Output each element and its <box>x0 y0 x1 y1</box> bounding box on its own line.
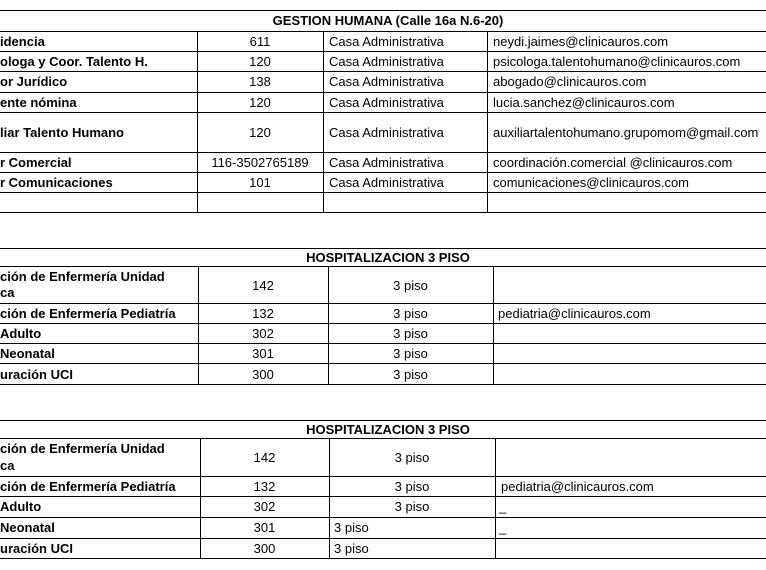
table-cell-name: Neonatal <box>0 346 55 361</box>
table-cell-location: 3 piso <box>334 541 369 556</box>
table-border <box>0 303 766 304</box>
table-cell-name: liar Talento Humano <box>0 125 124 140</box>
table-border <box>0 10 766 11</box>
table-cell-ext: 120 <box>249 125 271 140</box>
table-cell-location: Casa Administrativa <box>329 74 444 89</box>
table-cell-location: Casa Administrativa <box>329 155 444 170</box>
table-cell-ext: 300 <box>253 541 276 556</box>
table-cell-email: comunicaciones@clinicauros.com <box>493 175 689 190</box>
table-cell-email: lucia.sanchez@clinicauros.com <box>493 95 675 110</box>
table-cell-location: 3 piso <box>394 499 430 514</box>
table-cell-location: Casa Administrativa <box>329 175 444 190</box>
table-cell-name: Adulto <box>0 499 42 514</box>
table-cell-name: ente nómina <box>0 95 77 110</box>
table-border <box>0 538 766 539</box>
table-cell-name: ción de Enfermería Pediatría <box>0 479 176 494</box>
table-cell-name: Neonatal <box>0 520 55 535</box>
table-cell-email: pediatria@clinicauros.com <box>498 306 651 321</box>
table-cell-location: 3 piso <box>393 346 428 361</box>
table-border <box>0 558 766 559</box>
table-cell-ext: 302 <box>252 326 274 341</box>
table-cell-email: psicologa.talentohumano@clinicauros.com <box>493 54 741 69</box>
table-cell-name: Adulto <box>0 326 42 341</box>
table-border <box>0 31 766 32</box>
table-border <box>0 496 766 497</box>
table-cell-name: ción de Enfermería Pediatría <box>0 306 176 321</box>
table-cell-ext: 132 <box>253 479 276 494</box>
table-border <box>487 31 488 213</box>
table-cell-location: 3 piso <box>393 306 428 321</box>
table-cell-name: uración UCI <box>0 541 73 556</box>
table-cell-ext: 116-3502765189 <box>211 155 309 170</box>
table-border <box>0 343 766 344</box>
table-cell-ext: 301 <box>253 520 276 535</box>
table-cell-email: abogado@clinicauros.com <box>493 74 647 89</box>
table-cell-location: Casa Administrativa <box>329 34 444 49</box>
table-cell-name: ca <box>0 285 15 300</box>
table-cell-name: r Comunicaciones <box>0 175 113 190</box>
table-cell-location: Casa Administrativa <box>329 125 444 140</box>
table-cell-location: Casa Administrativa <box>329 95 444 110</box>
table-border <box>0 212 766 213</box>
table-cell-name: ca <box>0 458 15 473</box>
table-cell-name: uración UCI <box>0 367 73 382</box>
table-cell-ext: 120 <box>249 95 271 110</box>
table-border <box>0 248 766 249</box>
table-border <box>495 438 496 559</box>
table-border <box>0 71 766 72</box>
table-cell-name: ción de Enfermería Unidad <box>0 269 165 284</box>
table-cell-email: _ <box>499 520 507 535</box>
table-cell-ext: 142 <box>253 450 276 465</box>
table-cell-ext: 138 <box>249 74 271 89</box>
table-border <box>0 192 766 193</box>
table-border <box>0 266 766 267</box>
table-cell-ext: 301 <box>252 346 274 361</box>
table-cell-location: Casa Administrativa <box>329 54 444 69</box>
table-border <box>0 420 766 421</box>
section-title: GESTION HUMANA (Calle 16a N.6-20) <box>272 13 504 28</box>
table-cell-location: 3 piso <box>394 450 430 465</box>
table-cell-name: or Jurídico <box>0 74 68 89</box>
table-border <box>0 92 766 93</box>
table-cell-ext: 101 <box>249 175 271 190</box>
table-cell-email: pediatria@clinicauros.com <box>501 479 654 494</box>
table-border <box>0 438 766 439</box>
table-border <box>0 172 766 173</box>
table-border <box>0 112 766 113</box>
table-cell-email: neydi.jaimes@clinicauros.com <box>493 34 669 49</box>
table-cell-ext: 142 <box>252 278 274 293</box>
section-title: HOSPITALIZACION 3 PISO <box>306 422 470 437</box>
table-border <box>0 517 766 518</box>
table-cell-location: 3 piso <box>393 367 428 382</box>
table-border <box>0 476 766 477</box>
table-cell-name: idencia <box>0 34 45 49</box>
table-border <box>0 384 766 385</box>
table-cell-ext: 300 <box>252 367 274 382</box>
table-border <box>0 51 766 52</box>
section-title: HOSPITALIZACION 3 PISO <box>306 250 470 265</box>
table-cell-ext: 302 <box>253 499 276 514</box>
table-cell-name: ción de Enfermería Unidad <box>0 441 165 456</box>
table-cell-ext: 120 <box>249 54 271 69</box>
table-cell-name: r Comercial <box>0 155 72 170</box>
table-cell-ext: 611 <box>249 34 271 49</box>
table-border <box>493 266 494 385</box>
table-border <box>0 323 766 324</box>
table-cell-location: 3 piso <box>394 479 430 494</box>
table-cell-name: ologa y Coor. Talento H. <box>0 54 148 69</box>
table-cell-location: 3 piso <box>334 520 369 535</box>
table-cell-email: coordinación.comercial @clinicauros.com <box>493 155 733 170</box>
table-cell-email: _ <box>499 499 507 514</box>
table-border <box>323 31 324 213</box>
table-cell-ext: 132 <box>252 306 274 321</box>
table-cell-location: 3 piso <box>393 278 428 293</box>
table-border <box>0 363 766 364</box>
table-border <box>0 152 766 153</box>
table-cell-email: auxiliartalentohumano.grupomom@gmail.com <box>493 125 759 140</box>
table-cell-location: 3 piso <box>393 326 428 341</box>
